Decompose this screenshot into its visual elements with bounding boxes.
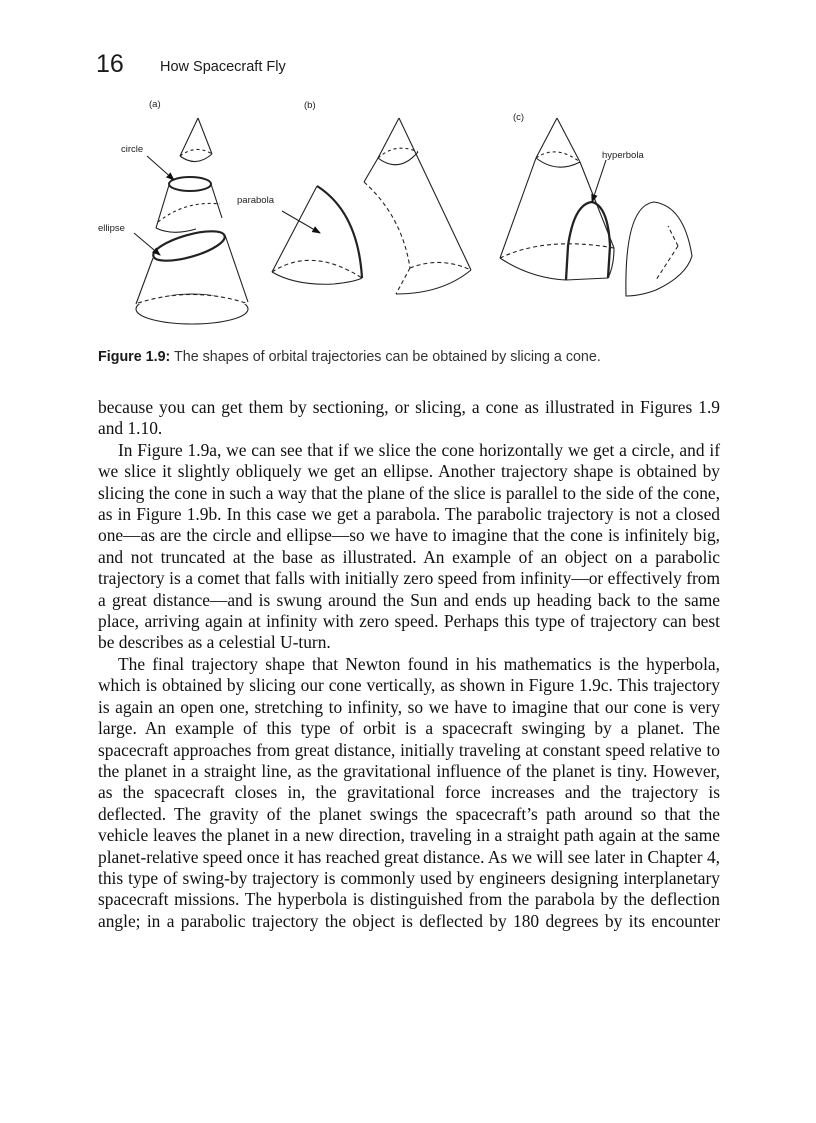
paragraph: In Figure 1.9a, we can see that if we slice the cone horizontally we get a circle, and if we slice it slightly obliquely we get an ellipse. Another trajectory shape is obtained by slicing the cone in such a way that the plane of the slice is parallel to the side of the cone, as in Figure 1.9b. In this case we get a parabola. The parabolic trajectory is not a closed one—as are the circle and ellipse—so we have to imagine that the cone is infinitely big, and not truncated at the base as illustrated. An example of an object on a parabolic trajectory is a comet that falls with initially zero speed from infinity—or effectively from a great distance—and is swung around the Sun and ends up heading back to the same place, arriving again at infinity with zero speed. Perhaps this type of trajectory can best be describes as a celestial U-turn. <box>98 439 720 653</box>
label-ellipse: ellipse <box>98 223 125 234</box>
figure-caption <box>98 349 718 365</box>
cone-a <box>134 118 248 324</box>
label-circle: circle <box>121 144 144 155</box>
caption-label: Figure 1.9: <box>98 349 171 365</box>
label-a: (a) <box>149 99 161 110</box>
caption-text: The shapes of orbital trajectories can be obtained by slicing a cone. <box>170 349 601 365</box>
label-b: (b) <box>304 100 316 111</box>
running-head: How Spacecraft Fly <box>160 59 286 75</box>
label-hyperbola: hyperbola <box>602 150 644 161</box>
cone-sections-diagram <box>96 96 720 346</box>
page-header <box>96 50 286 79</box>
cone-c <box>500 118 692 296</box>
cone-b <box>272 118 471 294</box>
label-c: (c) <box>513 112 525 123</box>
body-text <box>98 397 720 932</box>
figure-1-9 <box>96 96 720 346</box>
paragraph: The final trajectory shape that Newton found in his mathematics is the hyperbola, which is obtained by slicing our cone vertically, as shown in Figure 1.9c. This trajectory is again an open one, stretching to infinity, so we have to imagine that our cone is very large. An example of this type of orbit is a spacecraft swinging by a planet. The spacecraft approaches from great distance, initially traveling at constant speed relative to the planet in a straight line, as the gravitational influence of the planet is tiny. However, as the spacecraft closes in, the gravitational force increases and the trajectory is deflected. The gravity of the planet swings the spacecraft’s path around so that the vehicle leaves the planet in a new direction, traveling in a straight path again at the same planet-relative speed once it has reached great distance. As we will see later in Chapter 4, this type of swing-by trajectory is commonly used by engineers designing interplanetary spacecraft missions. The hyperbola is distinguished from the parabola by the deflection angle; in a parabolic trajectory the object is deflected by 180 degrees by its encounter <box>98 653 720 931</box>
paragraph: because you can get them by sectioning, or slicing, a cone as illustrated in Figures 1.9 and 1.10. <box>98 397 720 439</box>
page-number: 16 <box>96 50 124 78</box>
label-parabola: parabola <box>237 195 274 206</box>
